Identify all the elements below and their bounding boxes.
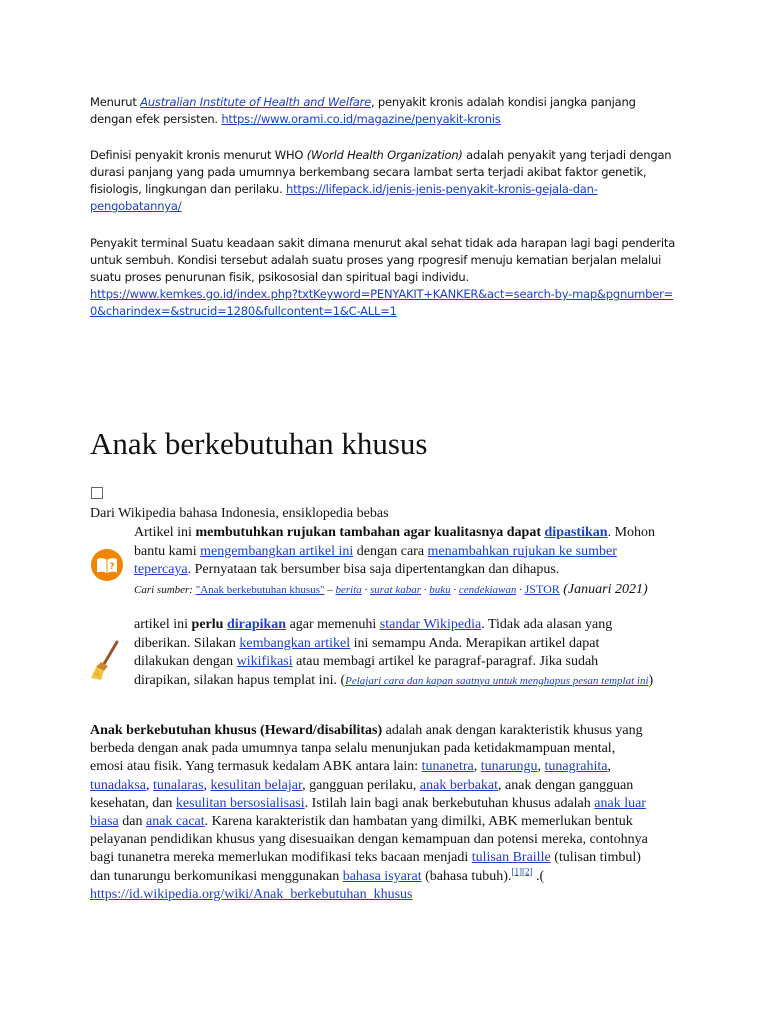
dot: · (516, 583, 525, 596)
link-berita[interactable]: berita (335, 583, 362, 596)
comma: , (473, 759, 481, 775)
link-wikipedia-abk[interactable]: https://id.wikipedia.org/wiki/Anak_berkebutuhan_khusus (90, 886, 413, 902)
p2-text: adalah penyakit yang terjadi dengan durasi panjang yang pada umumnya berkembang secara lambat serta terjadi akibat faktor genetik, fisiologis, lingkungan dan perilaku. (90, 148, 672, 196)
link-buku[interactable]: buku (429, 583, 451, 596)
dash: – (324, 583, 336, 596)
paragraph-penyakit-terminal (90, 235, 680, 320)
paragraph-definisi-who (90, 147, 680, 215)
n2-t6: ) (648, 672, 654, 688)
dot: · (421, 583, 430, 596)
cari-sumber-label: Cari sumber: (134, 583, 196, 596)
p1-lead: Menurut (90, 95, 141, 109)
link-tunanetra[interactable]: tunanetra (421, 759, 474, 775)
main-bold: Anak berkebutuhan khusus (Heward/disabilitas) (90, 723, 383, 738)
link-query[interactable]: "Anak berkebutuhan khusus" (195, 583, 325, 596)
main-t8: (bahasa tubuh). (421, 868, 512, 884)
svg-text:?: ? (109, 562, 115, 572)
article-intro-paragraph (90, 722, 650, 904)
link-dipastikan[interactable]: dipastikan (544, 525, 608, 540)
comma: , (607, 759, 611, 775)
comma: , (203, 777, 211, 793)
link-tunalaras[interactable]: tunalaras (152, 777, 204, 793)
page-title: Anak berkebutuhan khusus (90, 426, 428, 461)
book-question-icon (90, 548, 124, 587)
p2-who-italic: (World Health Organization) (306, 148, 463, 162)
link-aihw[interactable]: Australian Institute of Health and Welfare (140, 95, 371, 109)
link-orami[interactable]: https://www.orami.co.id/magazine/penyakit-kronis (221, 112, 501, 126)
p2-lead: Definisi penyakit kronis menurut WHO (90, 148, 307, 162)
notice-rujukan (90, 524, 658, 599)
main-t5: dan (118, 814, 146, 830)
n2-t1: artikel ini (134, 617, 192, 632)
link-cendekiawan[interactable]: cendekiawan (458, 583, 517, 596)
dot: · (450, 583, 459, 596)
comma: , (145, 777, 153, 793)
link-tunadaksa[interactable]: tunadaksa (90, 777, 146, 793)
link-mengembangkan[interactable]: mengembangkan artikel ini (200, 543, 354, 559)
link-tunagrahita[interactable]: tunagrahita (544, 759, 608, 775)
main-t1: adalah anak dengan karakteristik khusus yang berbeda dengan anak pada umumnya tanpa selalu menunjukan pada ketidakmampuan mental, emosi atau fisik. Yang termasuk kedalam ABK antara lain: (90, 723, 643, 775)
link-kesulitan-bersosialisasi[interactable]: kesulitan bersosialisasi (175, 795, 305, 811)
n2-bold: perlu (191, 617, 227, 632)
link-anak-cacat[interactable]: anak cacat (145, 814, 205, 830)
n1-t2: . (607, 525, 612, 540)
link-kemkes[interactable]: https://www.kemkes.go.id/index.php?txtKeyword=PENYAKIT+KANKER&act=search-by-map&pgnumber=0&charindex=&strucid=1280&fullcontent=1&C-ALL=1 (90, 287, 674, 318)
main-t9: .( (532, 868, 545, 884)
citation-ref[interactable]: [1][2] (511, 865, 533, 876)
link-tulisan-braille[interactable]: tulisan Braille (471, 850, 551, 866)
link-menambahkan-rujukan[interactable]: menambahkan rujukan ke sumber tepercaya (134, 543, 617, 577)
link-kembangkan-artikel[interactable]: kembangkan artikel (239, 635, 351, 651)
main-t2: , gangguan perilaku, (302, 777, 420, 793)
checkbox-icon[interactable] (91, 487, 103, 499)
link-surat-kabar[interactable]: surat kabar (370, 583, 422, 596)
n1-t4: dengan cara (353, 543, 428, 559)
n1-t5: . Pernyataan tak bersumber bisa saja dipertentangkan dan dihapus. (187, 562, 560, 577)
dot: · (361, 583, 370, 596)
link-pelajari[interactable]: Pelajari cara dan kapan saatnya untuk menghapus pesan templat ini (345, 674, 649, 687)
p3-text: Penyakit terminal Suatu keadaan sakit dimana menurut akal sehat tidak ada harapan lagi bagi penderita untuk sembuh. Kondisi tersebut adalah suatu proses yang rpogresif menuju kematian berjalan melalui suatu proses penurunan fisik, psikososial dan spiritual bagi individu. (90, 236, 676, 284)
n1-t1: Artikel ini (134, 525, 196, 540)
link-lifepack[interactable]: https://lifepack.id/jenis-jenis-penyakit-kronis-gejala-dan-pengobatannya/ (90, 182, 598, 213)
n2-t3: . Tidak ada alasan yang diberikan. Silakan (134, 617, 613, 651)
article-tagline: Dari Wikipedia bahasa Indonesia, ensiklopedia bebas (90, 506, 389, 521)
comma: , (537, 759, 545, 775)
n2-t2: agar memenuhi (286, 617, 380, 632)
link-standar-wikipedia[interactable]: standar Wikipedia (379, 617, 482, 632)
main-t3: , anak dengan gangguan kesehatan, dan (90, 777, 634, 811)
n1-bold: membutuhkan rujukan tambahan agar kualitasnya dapat (195, 525, 545, 540)
p1-text: , penyakit kronis adalah kondisi jangka panjang dengan efek persisten. (90, 95, 636, 126)
link-anak-luar-biasa[interactable]: anak luar biasa (90, 795, 646, 830)
link-bahasa-isyarat[interactable]: bahasa isyarat (342, 868, 422, 884)
link-dirapikan[interactable]: dirapikan (226, 617, 287, 632)
main-t6: . Karena karakteristik dan hambatan yang dimilki, ABK memerlukan bentuk pelayanan pendidikan khusus yang disesuaikan dengan kemampuan dan potensi mereka, contohnya bagi tunanetra mereka memerlukan modifikasi teks bacaan menjadi (90, 814, 648, 866)
notice-dirapikan (90, 616, 658, 690)
n2-t4: ini semampu Anda. Merapikan artikel dapat dilakukan dengan (134, 635, 600, 669)
n2-t5: atau membagi artikel ke paragraf-paragraf. Jika sudah dirapikan, silakan hapus templat ini. ( (134, 654, 599, 688)
notice-date: (Januari 2021) (559, 581, 648, 597)
main-t4: . Istilah lain bagi anak berkebutuhan khusus adalah (304, 795, 595, 811)
paragraph-penyakit-kronis (90, 94, 680, 128)
main-t7: (tulisan timbul) dan tunarungu berkomunikasi menggunakan (90, 850, 641, 884)
link-wikifikasi[interactable]: wikifikasi (236, 654, 293, 669)
link-jstor[interactable]: JSTOR (524, 581, 560, 596)
link-anak-berbakat[interactable]: anak berbakat (419, 777, 499, 793)
broom-icon (90, 640, 122, 687)
link-tunarungu[interactable]: tunarungu (480, 759, 538, 775)
link-kesulitan-belajar[interactable]: kesulitan belajar (210, 777, 303, 793)
n1-t3: Mohon bantu kami (134, 525, 656, 559)
